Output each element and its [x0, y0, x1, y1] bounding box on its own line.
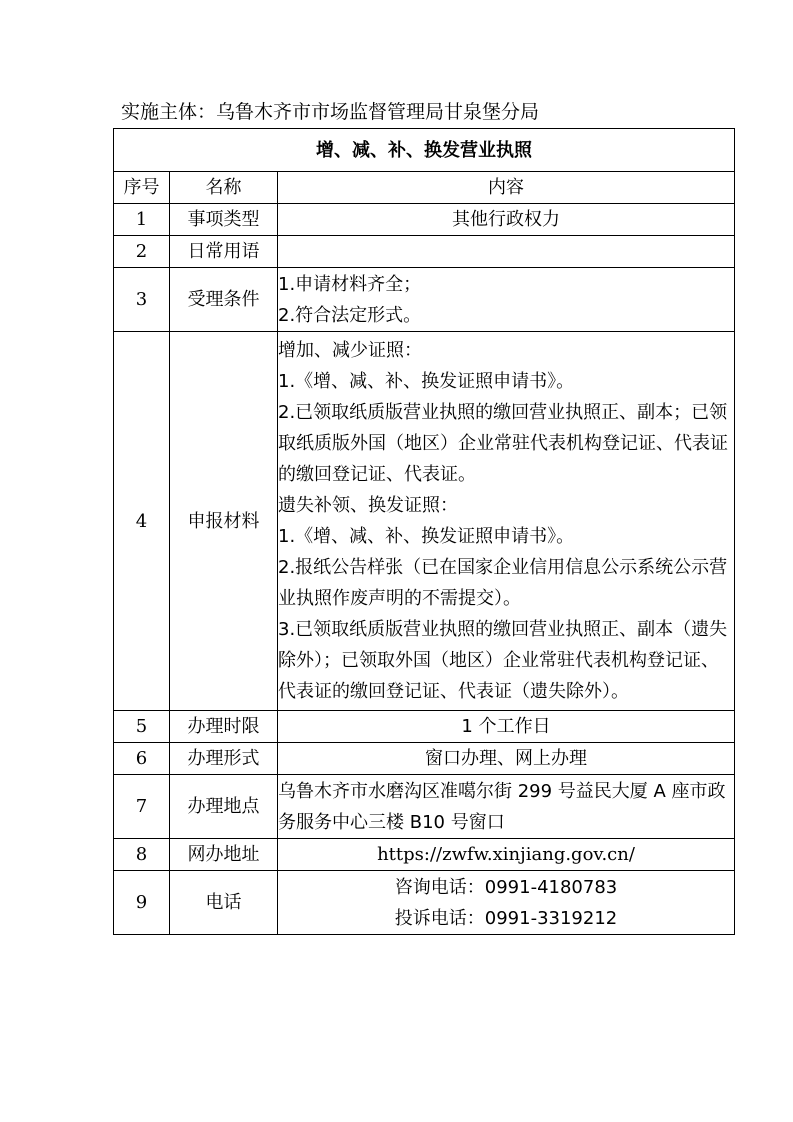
- row-number: 2: [114, 236, 170, 268]
- row-content: [278, 332, 735, 711]
- row-name: 办理时限: [170, 711, 278, 743]
- column-header-content: 内容: [278, 172, 735, 204]
- table-row: [114, 743, 735, 775]
- row-name: 电话: [170, 871, 278, 935]
- content-line: 乌鲁木齐市水磨沟区准噶尔街 299 号益民大厦 A 座市政务服务中心三楼 B10 号窗口: [278, 780, 726, 833]
- content-line: 咨询电话：0991-4180783: [394, 876, 618, 898]
- content-line: 2.报纸公告样张（已在国家企业信用信息公示系统公示营业执照作废声明的不需提交）。: [278, 557, 728, 609]
- table-row: [114, 871, 735, 935]
- row-content: 其他行政权力: [278, 204, 735, 236]
- content-line: 2.已领取纸质版营业执照的缴回营业执照正、副本；已领取纸质版外国（地区）企业常驻代表机构登记证、代表证的缴回登记证、代表证。: [278, 402, 728, 485]
- row-content: 1 个工作日: [278, 711, 735, 743]
- content-line: 增加、减少证照：: [278, 340, 422, 361]
- row-name: 网办地址: [170, 839, 278, 871]
- row-content: [278, 871, 735, 935]
- table-header-row: [114, 172, 735, 204]
- row-number: 3: [114, 268, 170, 332]
- row-number: 7: [114, 775, 170, 839]
- row-number: 4: [114, 332, 170, 711]
- table-row: [114, 236, 735, 268]
- table-row: [114, 775, 735, 839]
- column-header-no: 序号: [114, 172, 170, 204]
- row-number: 6: [114, 743, 170, 775]
- content-line: 1.《增、减、补、换发证照申请书》。: [278, 526, 575, 547]
- content-line: 1.申请材料齐全；: [278, 273, 422, 295]
- content-line: 遗失补领、换发证照：: [278, 495, 458, 516]
- row-content: [278, 236, 735, 268]
- row-content: [278, 775, 735, 839]
- column-header-name: 名称: [170, 172, 278, 204]
- row-number: 8: [114, 839, 170, 871]
- row-name: 日常用语: [170, 236, 278, 268]
- table-row: [114, 332, 735, 711]
- implementing-body: 实施主体：乌鲁木齐市市场监督管理局甘泉堡分局: [121, 101, 540, 123]
- table-row: [114, 268, 735, 332]
- row-number: 5: [114, 711, 170, 743]
- content-line: 3.已领取纸质版营业执照的缴回营业执照正、副本（遗失除外）；已领取外国（地区）企业常驻代表机构登记证、代表证的缴回登记证、代表证（遗失除外）。: [278, 619, 728, 702]
- content-line: 1.《增、减、补、换发证照申请书》。: [278, 371, 575, 392]
- row-name: 事项类型: [170, 204, 278, 236]
- row-content: 窗口办理、网上办理: [278, 743, 735, 775]
- content-line: 2.符合法定形式。: [278, 304, 422, 326]
- table-row: [114, 711, 735, 743]
- table-row: [114, 204, 735, 236]
- row-number: 9: [114, 871, 170, 935]
- table-row: [114, 839, 735, 871]
- row-number: 1: [114, 204, 170, 236]
- row-content: [278, 268, 735, 332]
- row-name: 申报材料: [170, 332, 278, 711]
- row-content: https://zwfw.xinjiang.gov.cn/: [278, 839, 735, 871]
- table-title: 增、减、补、换发营业执照: [114, 129, 735, 172]
- content-line: 投诉电话：0991-3319212: [394, 907, 618, 929]
- row-name: 办理地点: [170, 775, 278, 839]
- service-info-table: [113, 128, 735, 935]
- row-name: 受理条件: [170, 268, 278, 332]
- row-name: 办理形式: [170, 743, 278, 775]
